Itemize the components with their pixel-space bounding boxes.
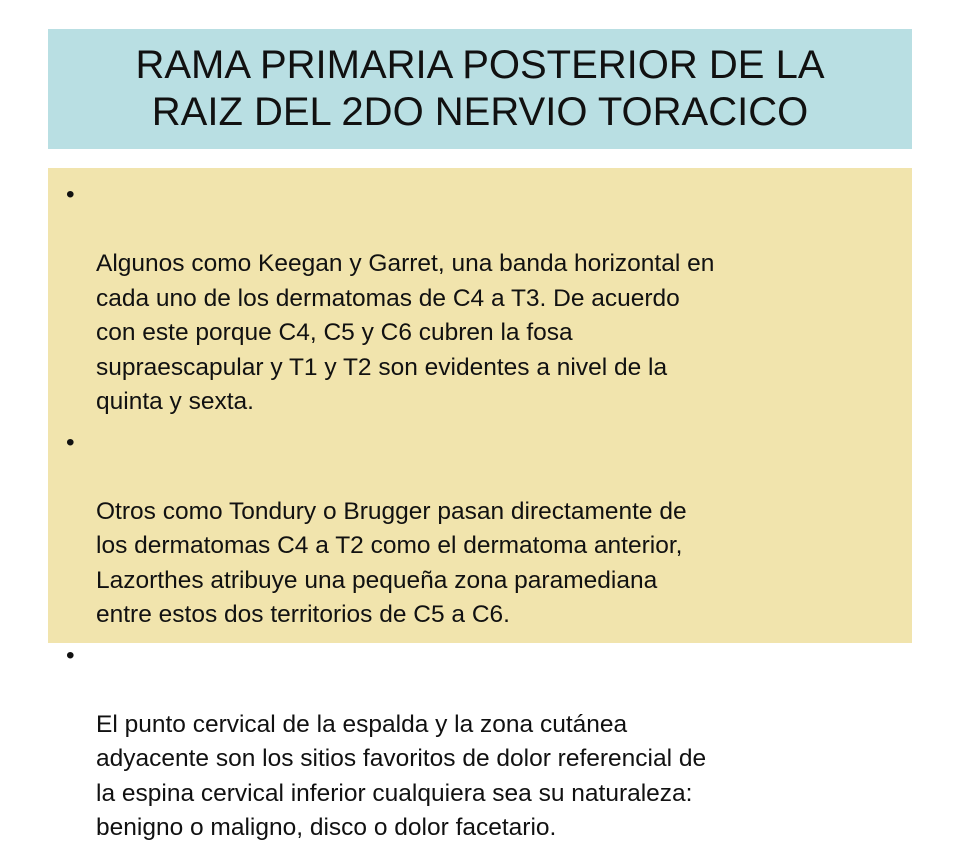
bullet-icon: • xyxy=(66,181,75,208)
bullet-item xyxy=(66,178,894,420)
bullet-text: El punto cervical de la espalda y la zona cutánea adyacente son los sitios favoritos de dolor referencial de la espina cervical inferior cualquiera sea su naturaleza: benigno o maligno, disco o dolor facetario. xyxy=(96,710,707,841)
bullet-text: Otros como Tondury o Brugger pasan directamente de los dermatomas C4 a T2 como el dermatoma anterior, Lazorthes atribuye una pequeña zona paramediana entre estos dos territorios de C5 a C6. xyxy=(96,497,687,628)
bullet-item xyxy=(66,639,894,846)
title-box xyxy=(48,29,912,149)
content-box xyxy=(48,168,912,841)
bullet-icon: • xyxy=(66,428,75,456)
bullet-icon: • xyxy=(66,641,75,669)
slide-title: RAMA PRIMARIA POSTERIOR DE LA RAIZ DEL 2DO NERVIO TORACICO xyxy=(135,43,825,134)
bullet-list xyxy=(66,178,894,846)
bullet-text: Algunos como Keegan y Garret, una banda horizontal en cada uno de los dermatomas de C4 a T3. De acuerdo con este porque C4, C5 y C6 cubren la fosa supraescapular y T1 y T2 son evidentes a nivel de la quinta y sexta. xyxy=(96,250,715,415)
bullet-item xyxy=(66,426,894,633)
